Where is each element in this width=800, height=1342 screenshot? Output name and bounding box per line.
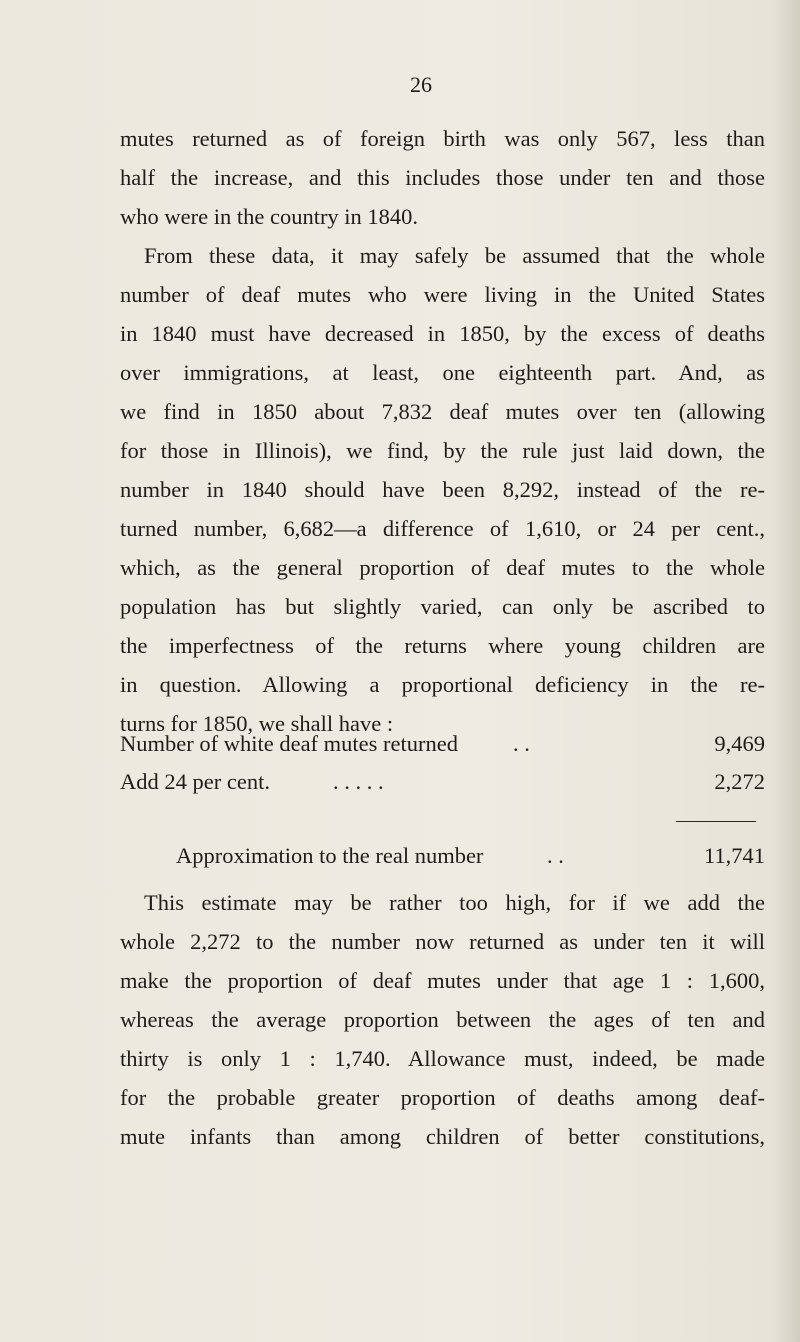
text-line: whereas the average proportion between the ages of ten and xyxy=(120,1007,765,1032)
row-value: 2,272 xyxy=(714,769,765,794)
leader-dots: . . . . . xyxy=(333,769,384,794)
text-line: make the proportion of deaf mutes under that age 1 : 1,600, xyxy=(120,968,765,993)
table-total-row xyxy=(120,843,765,875)
table-row xyxy=(120,769,765,801)
text-line: over immigrations, at least, one eighteenth part. And, as xyxy=(120,360,765,385)
text-line: in question. Allowing a proportional deficiency in the re- xyxy=(120,672,765,697)
leader-dots: . . xyxy=(513,731,530,756)
text-line: number of deaf mutes who were living in the United States xyxy=(120,282,765,307)
text-line: thirty is only 1 : 1,740. Allowance must, indeed, be made xyxy=(120,1046,765,1071)
paragraph-continuation xyxy=(120,119,765,236)
text-line: population has but slightly varied, can only be ascribed to xyxy=(120,594,765,619)
leader-dots: . . xyxy=(547,843,564,868)
row-value: 9,469 xyxy=(714,731,765,756)
text-line: number in 1840 should have been 8,292, instead of the re- xyxy=(120,477,765,502)
total-label: Approximation to the real number xyxy=(176,843,484,868)
text-line: From these data, it may safely be assumed that the whole xyxy=(144,243,765,268)
text-line: half the increase, and this includes those under ten and those xyxy=(120,165,765,190)
page-edge-shadow xyxy=(772,0,800,1342)
text-line: who were in the country in 1840. xyxy=(120,204,419,229)
text-line: turned number, 6,682—a difference of 1,610, or 24 per cent., xyxy=(120,516,765,541)
text-line: This estimate may be rather too high, for if we add the xyxy=(144,890,765,915)
text-line: for those in Illinois), we find, by the rule just laid down, the xyxy=(120,438,765,463)
text-line: whole 2,272 to the number now returned as under ten it will xyxy=(120,929,765,954)
text-line: turns for 1850, we shall have : xyxy=(120,711,394,736)
sum-rule xyxy=(676,821,756,822)
row-label: Number of white deaf mutes returned xyxy=(120,731,459,756)
text-line: which, as the general proportion of deaf mutes to the whole xyxy=(120,555,765,580)
paragraph-caveat xyxy=(120,883,765,1156)
text-line: in 1840 must have decreased in 1850, by the excess of deaths xyxy=(120,321,765,346)
paragraph-estimate xyxy=(120,236,765,743)
text-line: mutes returned as of foreign birth was only 567, less than xyxy=(120,126,765,151)
text-line: we find in 1850 about 7,832 deaf mutes over ten (allowing xyxy=(120,399,765,424)
text-line: mute infants than among children of better constitutions, xyxy=(120,1124,765,1149)
total-value: 11,741 xyxy=(703,843,765,868)
page-number: 26 xyxy=(410,72,432,97)
text-line: the imperfectness of the returns where young children are xyxy=(120,633,765,658)
table-row xyxy=(120,731,765,763)
text-line: for the probable greater proportion of deaths among deaf- xyxy=(120,1085,765,1110)
row-label: Add 24 per cent. xyxy=(120,769,270,794)
